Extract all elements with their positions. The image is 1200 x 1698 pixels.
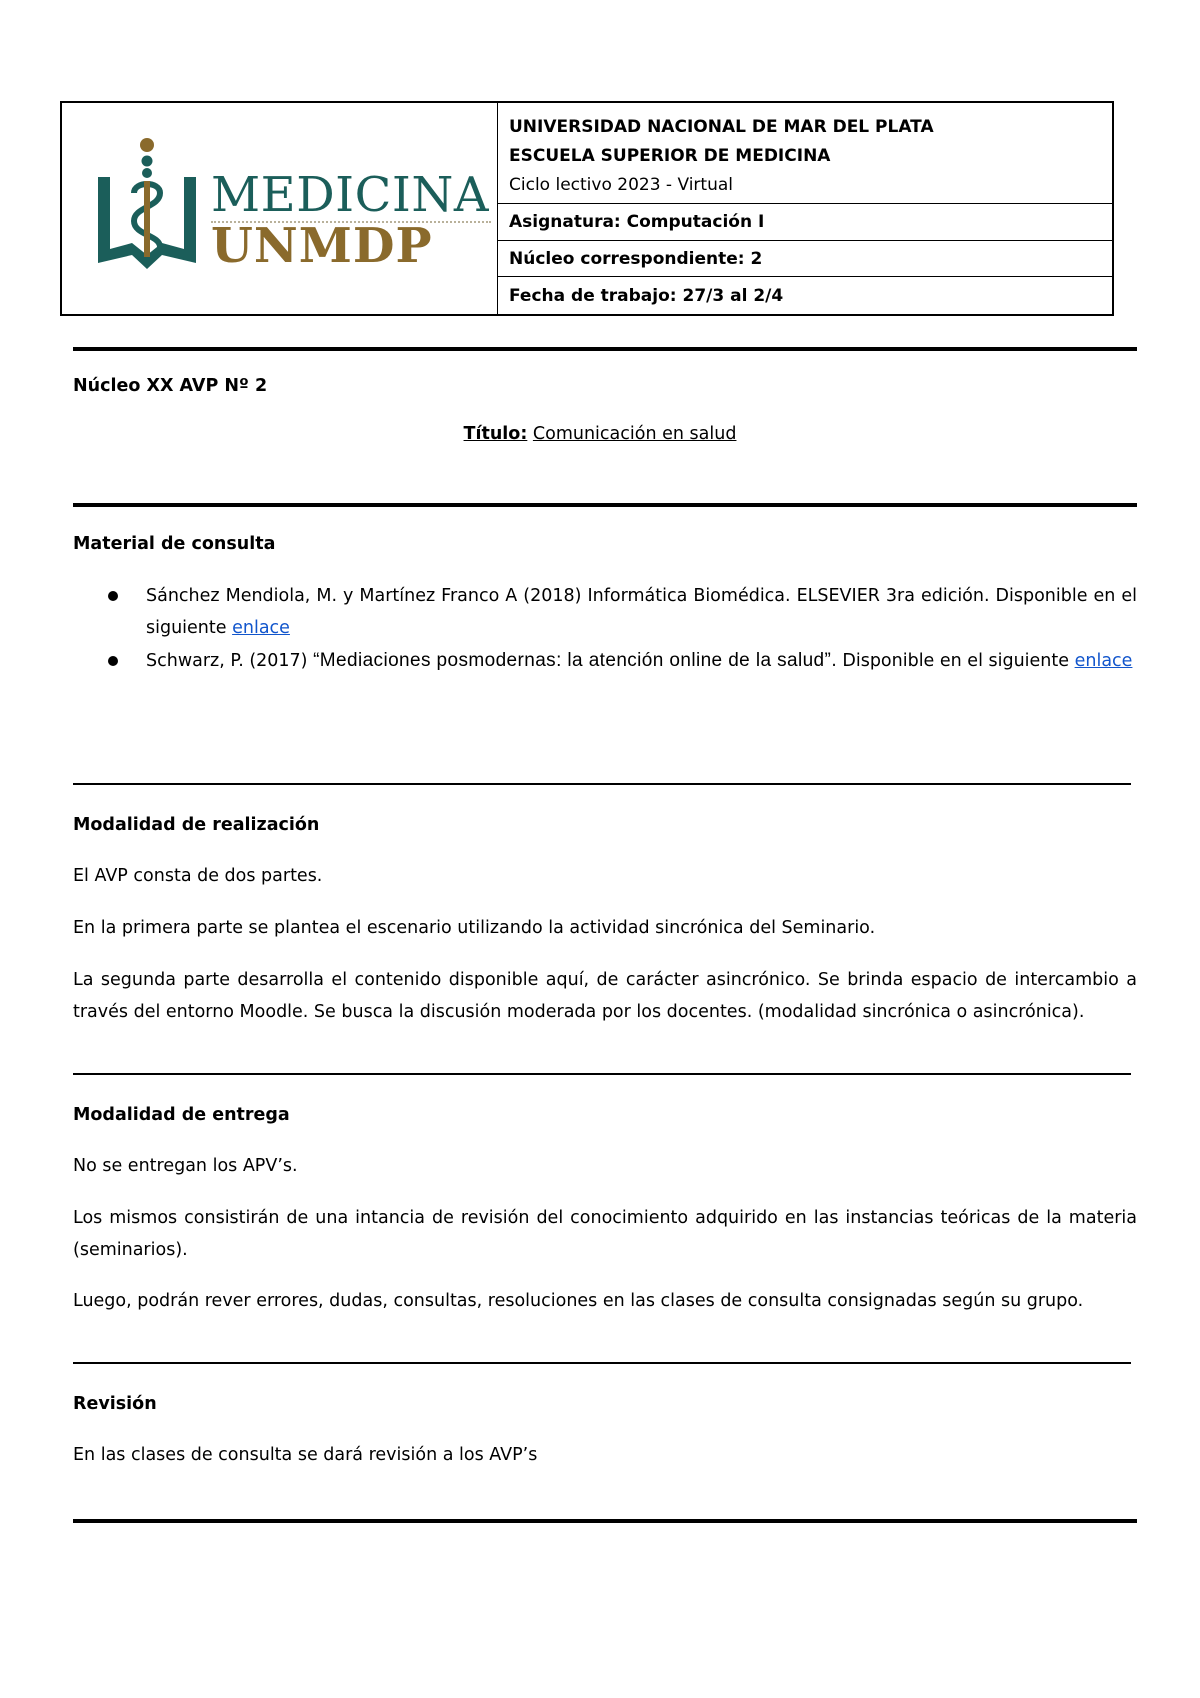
core-row — [498, 241, 1112, 278]
header-table — [60, 101, 1114, 316]
paragraph: No se entregan los APV’s. — [73, 1156, 298, 1176]
divider-thick — [73, 347, 1137, 351]
divider-thin — [73, 783, 1131, 785]
work-date-label: Fecha de trabajo: 27/3 al 2/4 — [509, 285, 784, 306]
document-title — [0, 424, 1200, 444]
university-name: UNIVERSIDAD NACIONAL DE MAR DEL PLATA — [509, 117, 934, 137]
paragraph: En la primera parte se plantea el escenario utilizando la actividad sincrónica del Seminario. — [73, 918, 876, 938]
paragraph: En las clases de consulta se dará revisión a los AVP’s — [73, 1445, 538, 1465]
section-heading-revision: Revisión — [73, 1394, 157, 1414]
header-info — [498, 103, 1112, 314]
institution-block — [498, 103, 1112, 204]
school-name: ESCUELA SUPERIOR DE MEDICINA — [509, 146, 831, 166]
material-list — [108, 580, 1137, 678]
divider-thick — [73, 503, 1137, 507]
paragraph: Los mismos consistirán de una intancia de revisión del conocimiento adquirido en las instancias teóricas de la materia (seminarios). — [73, 1208, 1137, 1260]
subject-row — [498, 204, 1112, 241]
paragraph: El AVP consta de dos partes. — [73, 866, 323, 886]
reference-link[interactable]: enlace — [1074, 651, 1133, 671]
logo-text-medicina: MEDICINA — [211, 167, 489, 223]
core-label: Núcleo correspondiente: 2 — [509, 248, 763, 269]
section-heading-material: Material de consulta — [73, 534, 276, 554]
paragraph: La segunda parte desarrolla el contenido disponible aquí, de carácter asincrónico. Se brinda espacio de intercambio a través del entorno Moodle. Se busca la discusión moderada por los docentes. (modalidad sincrónica o asincrónica). — [73, 970, 1137, 1022]
date-row — [498, 277, 1112, 314]
reference-quote: “Mediaciones posmodernas: la atención online de la salud” — [313, 650, 832, 671]
bullet-icon — [108, 656, 118, 666]
title-value: Comunicación en salud — [532, 424, 737, 444]
title-label: Título: — [463, 424, 528, 444]
paragraph: Luego, podrán rever errores, dudas, consultas, resoluciones en las clases de consulta consignadas según su grupo. — [73, 1291, 1084, 1311]
reference-text: Sánchez Mendiola, M. y Martínez Franco A (2018) Informática Biomédica. ELSEVIER 3ra edición. Disponible en el siguiente — [146, 586, 1137, 638]
logo-cell — [62, 103, 498, 314]
reference-link[interactable]: enlace — [232, 618, 290, 638]
medicina-logo-icon — [92, 135, 202, 285]
divider-thin — [73, 1362, 1131, 1364]
list-item — [108, 645, 1137, 677]
logo-text-unmdp: UNMDP — [211, 218, 433, 274]
subject-label: Asignatura: Computación I — [509, 211, 765, 232]
section-heading-entrega: Modalidad de entrega — [73, 1105, 290, 1125]
divider-thin — [73, 1073, 1131, 1075]
reference-text: . Disponible en el siguiente — [831, 651, 1075, 671]
bullet-icon — [108, 591, 118, 601]
list-item — [108, 580, 1137, 644]
reference-text: Schwarz, P. (2017) — [146, 651, 314, 671]
divider-thick — [73, 1519, 1137, 1523]
nucleo-heading: Núcleo XX AVP Nº 2 — [73, 376, 268, 396]
section-heading-realizacion: Modalidad de realización — [73, 815, 320, 835]
cycle-line: Ciclo lectivo 2023 - Virtual — [509, 175, 734, 195]
